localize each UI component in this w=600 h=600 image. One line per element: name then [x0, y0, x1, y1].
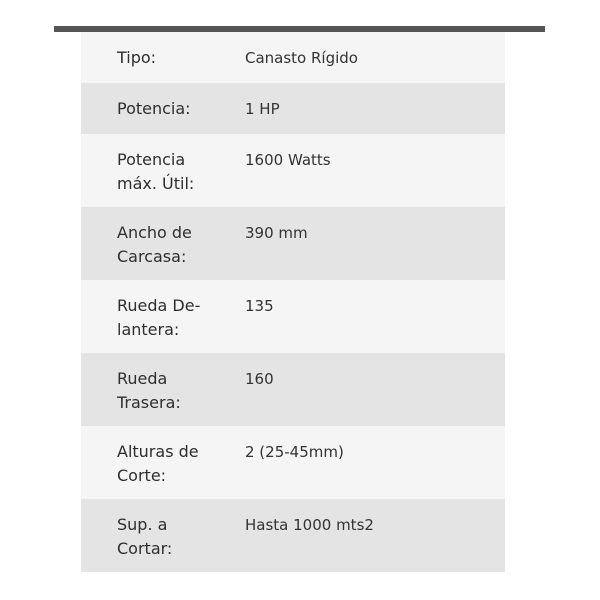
spec-label: [81, 134, 245, 207]
spec-label-text: Potencia:: [117, 99, 191, 118]
spec-value: 135: [245, 297, 274, 315]
spec-label-text: Tipo:: [117, 48, 157, 67]
spec-row-ancho-carcasa: [81, 207, 505, 280]
spec-row-potencia-max: [81, 134, 505, 207]
spec-label-text: Ancho de Carcasa:: [117, 223, 192, 266]
spec-label: [81, 353, 245, 426]
spec-label-text: Rueda De-lantera:: [117, 296, 201, 339]
spec-label: [81, 32, 245, 83]
spec-label: [81, 426, 245, 499]
spec-table: [81, 32, 505, 572]
spec-row-tipo: [81, 32, 505, 83]
spec-value: 1 HP: [245, 100, 280, 118]
spec-row-alturas-corte: [81, 426, 505, 499]
spec-label: [81, 499, 245, 572]
spec-row-sup-cortar: [81, 499, 505, 572]
spec-label-text: Alturas de Corte:: [117, 442, 199, 485]
spec-value: Canasto Rígido: [245, 49, 358, 67]
spec-label-text: Sup. a Cortar:: [117, 515, 173, 558]
spec-label-text: Rueda Trasera:: [117, 369, 181, 412]
spec-label: [81, 280, 245, 353]
spec-value: 160: [245, 370, 274, 388]
spec-value: 390 mm: [245, 224, 308, 242]
spec-value: 1600 Watts: [245, 151, 331, 169]
spec-label: [81, 207, 245, 280]
spec-label: [81, 83, 245, 134]
spec-value: Hasta 1000 mts2: [245, 516, 374, 534]
spec-row-potencia: [81, 83, 505, 134]
spec-label-text: Potencia máx. Útil:: [117, 150, 195, 193]
spec-value: 2 (25-45mm): [245, 443, 344, 461]
spec-row-rueda-trasera: [81, 353, 505, 426]
spec-row-rueda-delantera: [81, 280, 505, 353]
